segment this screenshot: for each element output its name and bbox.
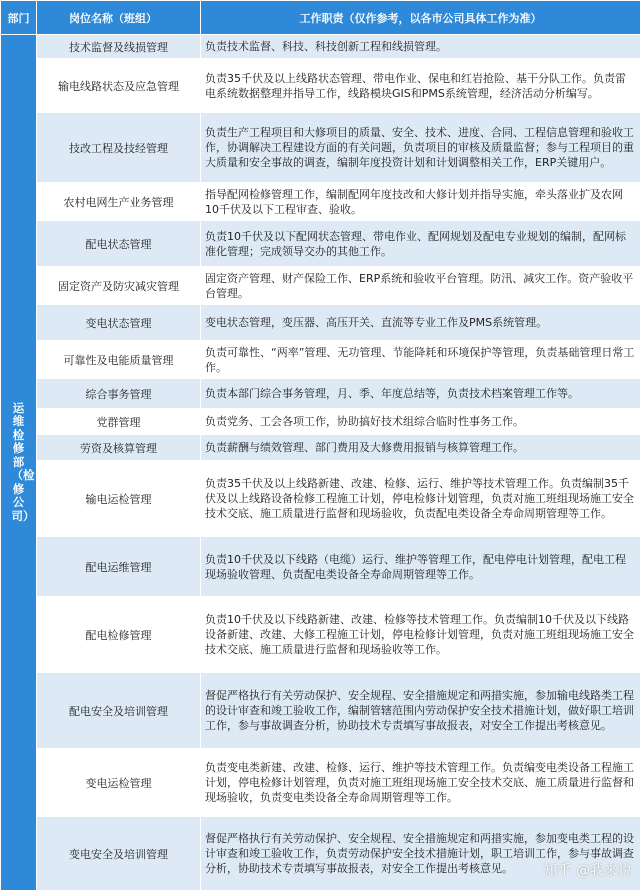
table-row xyxy=(1,35,640,59)
duty-text: 负责10千伏及以下线路新建、改建、检修等技术管理工作。负责编制10千伏及以下线路设备新建、改建、大修工程施工计划，停电检修计划管理，负责对施工班组现场施工安全技术交底、施工质量进行监督和现场验收等工作。 xyxy=(201,597,640,673)
post-name: 农村电网生产业务管理 xyxy=(37,183,201,221)
post-name: 技改工程及技经管理 xyxy=(37,113,201,183)
header-post: 岗位名称（班组） xyxy=(37,1,201,35)
table-row xyxy=(1,409,640,435)
table-row xyxy=(1,221,640,267)
table-row xyxy=(1,435,640,461)
table-row xyxy=(1,379,640,409)
post-name: 配电运维管理 xyxy=(37,537,201,597)
duty-text: 督促严格执行有关劳动保护、安全规程、安全措施规定和两措实施，参加变电类工程的设计审查和竣工验收工作，负责劳动保护安全技术措施计划，职工培训工作，参与事故调查分析，协助技术专责填写事故报表，对安全工作提出考核意见。 xyxy=(201,817,640,891)
post-name: 输电线路状态及应急管理 xyxy=(37,59,201,113)
header-dept: 部门 xyxy=(1,1,37,35)
header-duty: 工作职责（仅作参考，以各市公司具体工作为准） xyxy=(201,1,640,35)
post-name: 党群管理 xyxy=(37,409,201,435)
post-name: 变电安全及培训管理 xyxy=(37,817,201,891)
table-header xyxy=(1,1,640,35)
duty-text: 负责可靠性、“两率”管理、无功管理、节能降耗和环境保护等管理，负责基础管理日常工作。 xyxy=(201,341,640,379)
post-name: 技术监督及线损管理 xyxy=(37,35,201,59)
duty-text: 指导配网检修管理工作，编制配网年度技改和大修计划并指导实施，牵头落业扩及农网10千伏及以下工程审查、验收。 xyxy=(201,183,640,221)
table-row xyxy=(1,183,640,221)
table-row xyxy=(1,305,640,341)
duty-text: 负责党务、工会各项工作，协助搞好技术组综合临时性事务工作。 xyxy=(201,409,640,435)
duty-text: 固定资产管理、财产保险工作、ERP系统和验收平台管理。防汛、减灾工作。资产验收平台管理。 xyxy=(201,267,640,305)
table-row xyxy=(1,673,640,749)
department-cell xyxy=(1,35,37,891)
department-name: 运维检修部（检修公司） xyxy=(12,402,26,524)
post-name: 配电安全及培训管理 xyxy=(37,673,201,749)
watermark: 知乎 @我来说 xyxy=(544,860,632,880)
table-row xyxy=(1,461,640,537)
duty-text: 负责10千伏及以下配网状态管理、带电作业、配网规划及配电专业规划的编制，配网标准化管理；完成领导交办的其他工作。 xyxy=(201,221,640,267)
post-name: 劳资及核算管理 xyxy=(37,435,201,461)
table-row xyxy=(1,113,640,183)
post-name: 综合事务管理 xyxy=(37,379,201,409)
duty-text: 变电状态管理，变压器、高压开关、直流等专业工作及PMS系统管理。 xyxy=(201,305,640,341)
table-row xyxy=(1,597,640,673)
table-row xyxy=(1,537,640,597)
post-name: 变电状态管理 xyxy=(37,305,201,341)
post-name: 变电运检管理 xyxy=(37,749,201,817)
post-name: 固定资产及防灾减灾管理 xyxy=(37,267,201,305)
post-name: 输电运检管理 xyxy=(37,461,201,537)
duty-text: 负责技术监督、科技、科技创新工程和线损管理。 xyxy=(201,35,640,59)
table-row xyxy=(1,59,640,113)
duty-text: 负责变电类新建、改建、检修、运行、维护等技术管理工作。负责编变电类设备工程施工计划，停电检修计划管理，负责对施工班组现场施工安全技术交底、施工质量进行监督和现场验收，负责变电类设备全寿命周期管理等工作。 xyxy=(201,749,640,817)
post-name: 配电检修管理 xyxy=(37,597,201,673)
duty-text: 负责生产工程项目和大修项目的质量、安全、技术、进度、合同、工程信息管理和验收工作，协调解决工程建设方面的有关问题，负责项目的审核及质量监督；参与工程项目的重大质量和安全事故的调查，编制年度投资计划和计划调整相关工作，ERP关键用户。 xyxy=(201,113,640,183)
duty-text: 负责薪酬与绩效管理、部门费用及大修费用报销与核算管理工作。 xyxy=(201,435,640,461)
table-row xyxy=(1,341,640,379)
table-row xyxy=(1,267,640,305)
duty-text: 负责10千伏及以下线路（电缆）运行、维护等管理工作，配电停电计划管理，配电工程现场验收管理、负责配电类设备全寿命周期管理等工作。 xyxy=(201,537,640,597)
duty-text: 负责35千伏及以上线路状态管理、带电作业、保电和红岩抢险、基干分队工作。负责雷电系统数据整理并指导工作，线路模块GIS和PMS系统管理，经济活动分析编写。 xyxy=(201,59,640,113)
duty-text: 督促严格执行有关劳动保护、安全规程、安全措施规定和两措实施，参加输电线路类工程的设计审查和竣工验收工作，编制管辖范围内劳动保护安全技术措施计划，做好职工培训工作，参与事故调查分析，协助技术专责填写事故报表，对安全工作提出考核意见。 xyxy=(201,673,640,749)
post-name: 可靠性及电能质量管理 xyxy=(37,341,201,379)
duty-text: 负责本部门综合事务管理，月、季、年度总结等，负责技术档案管理工作等。 xyxy=(201,379,640,409)
table-row xyxy=(1,749,640,817)
duty-text: 负责35千伏及以上线路新建、改建、检修、运行、维护等技术管理工作。负责编制35千伏及以上线路设备检修工程施工计划，停电检修计划管理，负责对施工班组现场施工安全技术交底、施工质量进行监督和现场验收，负责配电类设备全寿命周期管理等工作。 xyxy=(201,461,640,537)
post-name: 配电状态管理 xyxy=(37,221,201,267)
